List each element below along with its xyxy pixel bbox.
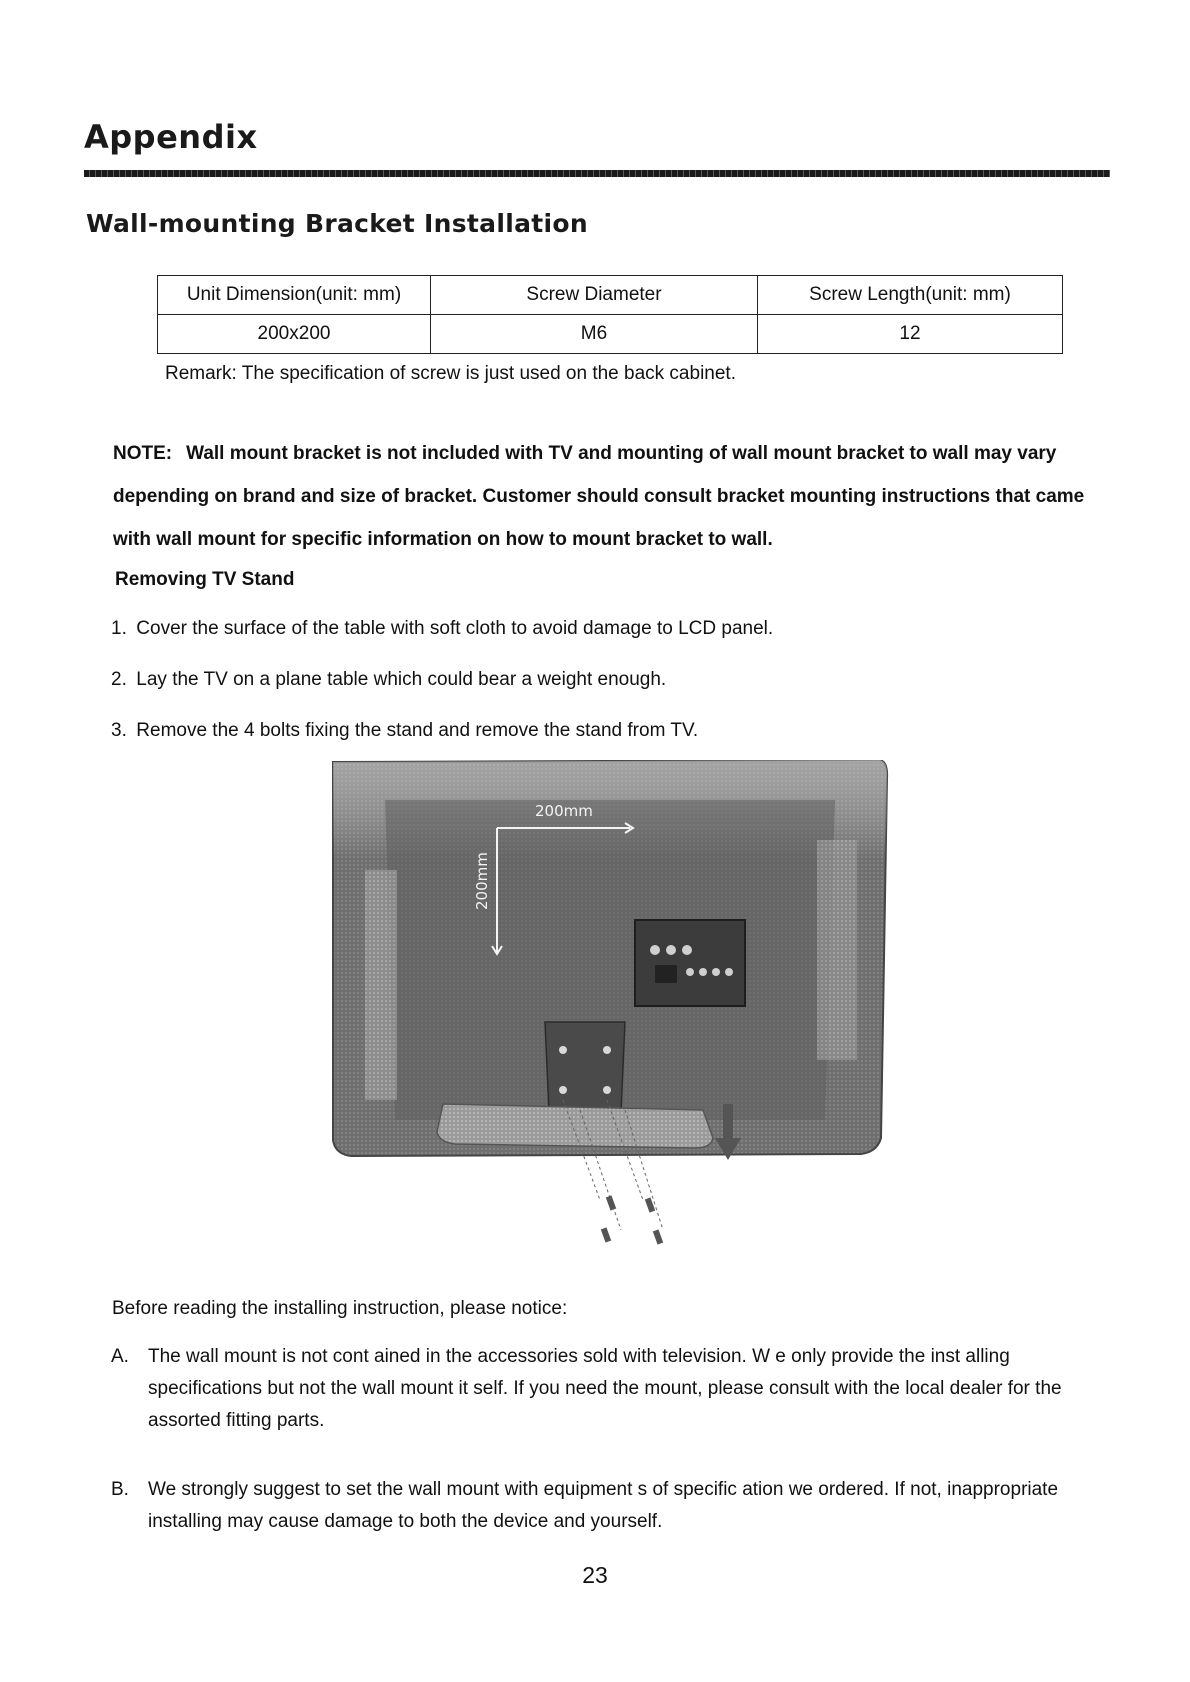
page-number: 23: [582, 1562, 608, 1588]
note-text: Wall mount bracket is not included with TV and mounting of wall mount bracket to wall may vary depending on brand and size of bracket. Customer should consult bracket mounting instructions that came with wall mount for specific information on how to mount bracket to wall.: [113, 443, 1085, 550]
connector-panel: [635, 920, 745, 1006]
note-label: NOTE:: [113, 443, 173, 464]
item-letter: A.: [111, 1346, 129, 1367]
bolt-icon: [601, 1195, 663, 1244]
step-text: Cover the surface of the table with soft cloth to avoid damage to LCD panel.: [136, 618, 774, 639]
horizontal-dimension-label: 200mm: [535, 802, 593, 820]
step-text: Remove the 4 bolts fixing the stand and remove the stand from TV.: [136, 720, 699, 741]
notice-item-a: [111, 1341, 1111, 1437]
table-header-cell: Screw Diameter: [431, 276, 758, 315]
list-item: [111, 618, 773, 640]
notice-item-b: [111, 1474, 1111, 1538]
table-cell: 200x200: [158, 315, 431, 354]
tv-back-illustration: [325, 760, 890, 1280]
step-number: 3.: [111, 720, 127, 741]
table-row: [158, 315, 1063, 354]
note-paragraph: [113, 432, 1118, 561]
stand-neck: [545, 1022, 625, 1112]
section-title: Wall-mounting Bracket Installation: [86, 209, 588, 238]
step-number: 2.: [111, 669, 127, 690]
step-number: 1.: [111, 618, 127, 639]
removing-stand-heading: Removing TV Stand: [115, 569, 295, 590]
notice-intro: Before reading the installing instruction, please notice:: [112, 1298, 568, 1319]
table-header-cell: Screw Length(unit: mm): [758, 276, 1063, 315]
list-item: [111, 720, 698, 742]
step-text: Lay the TV on a plane table which could bear a weight enough.: [136, 669, 667, 690]
table-header-row: [158, 276, 1063, 315]
screw-spec-table: [157, 275, 1063, 354]
table-header-cell: Unit Dimension(unit: mm): [158, 276, 431, 315]
item-letter: B.: [111, 1479, 129, 1500]
item-text: We strongly suggest to set the wall mount with equipment s of specific ation we ordered. If not, inappropriate installing may cause damage to both the device and yourself.: [148, 1479, 1059, 1532]
list-item: [111, 669, 666, 691]
table-cell: M6: [431, 315, 758, 354]
page-heading: Appendix: [84, 118, 258, 156]
vertical-dimension-label: 200mm: [473, 852, 491, 910]
table-cell: 12: [758, 315, 1063, 354]
stand-base: [437, 1104, 713, 1148]
item-text: The wall mount is not cont ained in the accessories sold with television. W e only provide the inst alling specifications but not the wall mount it self. If you need the mount, please consult with the local dealer for the assorted fitting parts.: [148, 1346, 1062, 1431]
heading-rule: [84, 170, 1110, 177]
table-remark: Remark: The specification of screw is just used on the back cabinet.: [165, 363, 736, 384]
